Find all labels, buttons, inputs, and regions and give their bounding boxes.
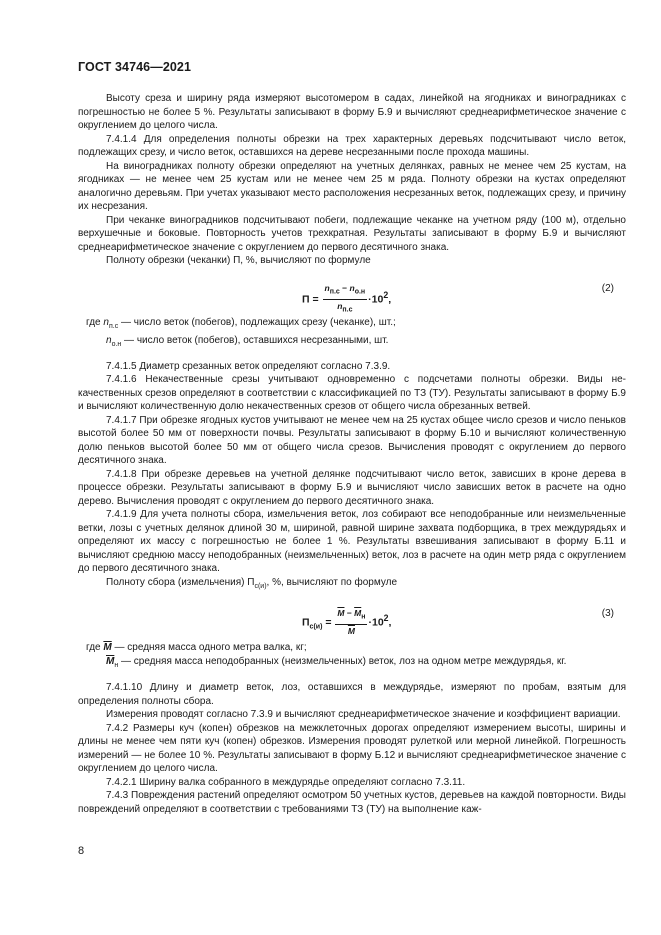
formula-3-expression: $П_{с(и)}$ = $\frac{\overline{M} - \overline{M}_н}{M}$ $\cdot 10^2$, — [302, 607, 391, 639]
formula-2-legend — [78, 316, 626, 352]
legend-item: где $n_{п.с}$ — число веток (побегов), подлежащих срезу (чеканке), шт.; — [86, 316, 396, 330]
paragraph: 7.4.2.1 Ширину валка собранного в междурядье определяют согласно 7.3.11. — [106, 776, 466, 788]
paragraph: 7.4.1.6 Некачественные срезы учитывают одновременно с подсчетами полноты обрезки. Виды некачественных срезов определяют в соответствии с классификацией по ТЗ (ТУ). Результаты записывают в форму Б.9 и вычисляют количественную долю некачественных срезов от общего числа обрезанных ветвей. — [78, 374, 626, 412]
document-header: ГОСТ 34746—2021 — [78, 60, 192, 74]
paragraph: 7.4.2 Размеры куч (копен) обрезков на межклеточных дорогах определяют измерением высоты, ширины и длины не менее чем пяти куч (копен) обрезков. Измерения проводят рулеткой или мерной линейкой. Погрешность измерений — не более 10 %. Результаты записывают в форму Б.12 и вычисляют среднеарифметическое значение с округлением до целого числа. — [78, 722, 626, 774]
formula-3-fraction: $\frac{\overline{M} - \overline{M}_н}{M}$ — [337, 608, 366, 637]
paragraph: 7.4.1.8 При обрезке деревьев на учетной делянке подсчитывают число веток, зависших в кроне дерева в процессе обрезки. Результаты записывают в форму Б.9 и вычисляют число зависших веток в расчете на одно дерево. Вычисления проводят с округлением до первого десятичного знака. — [78, 468, 626, 507]
formula-3 — [78, 601, 626, 637]
paragraph: 7.4.1.9 Для учета полноты сбора, измельчения веток, лоз собирают все неподобранные или неизмельченные ветки, лозы с учетных делянок длиной 30 м, шириной, равной ширине захвата подборщика, в трех междурядьях и определяют их массу с погрешностью не более 1 %. Результаты взвешивания записывают в форму Б.11 и вычисляют среднюю массу неподобранных (неизмельченных) веток, лоз в расчете на один метр ряда с округлением до первого десятичного знака. — [78, 509, 626, 574]
paragraph: 7.4.1.4 Для определения полноты обрезки на трех характерных деревьях подсчитывают число веток, подлежащих срезу, и число веток, оставшихся на дереве несрезанными после прохода машины. — [78, 133, 626, 158]
paragraph: На виноградниках полноту обрезки определяют на учетных делянках, равных не менее чем 25 кустам, на ягодниках — не менее чем 25 кустам или не менее чем 25 м ряда. Полноту обрезки на кустах определяют аналогично деревьям. При учетах указывают место расположения несрезанных веток, подлежащих срезу, и причину их несрезания. — [78, 160, 626, 212]
formula-3-intro: Полноту сбора (измельчения) $П_{с(и)}$, %, вычисляют по формуле — [106, 576, 398, 590]
page-number: 8 — [78, 845, 85, 857]
paragraph: Полноту обрезки (чеканки) П, %, вычисляют по формуле — [106, 255, 371, 266]
paragraph: 7.4.1.7 При обрезке ягодных кустов учитывают не менее чем на 25 кустах общее число срезов и число пеньков высотой более 50 мм от поверхности почвы. Результаты записывают в форму Б.10 и вычисляют количественную долю пеньков высотой более 50 мм от общего числа срезов. Вычисления проводят с округлением до первого десятичного знака. — [78, 414, 626, 466]
equation-number: (3) — [601, 608, 614, 619]
equation-number: (2) — [601, 282, 614, 294]
legend-item: $\overline{M}_н$ — средняя масса неподобранных (неизмельченных) веток, лоз на одном метре междурядья, кг. — [106, 656, 567, 669]
paragraph: Измерения проводят согласно 7.3.9 и вычисляют среднеарифметическое значение и коэффициент вариации. — [106, 709, 621, 720]
paragraph: 7.4.1.10 Длину и диаметр веток, лоз, оставшихся в междурядье, измеряют по пробам, взятым для определения полноты сбора. — [78, 682, 626, 707]
legend-item: где $\overline{M}$ — средняя масса одного метра валка, кг; — [86, 642, 307, 653]
formula-2-fraction: $\frac{n_{п.с} - n_{о.н}}{n_{п.с}}$ — [324, 282, 366, 314]
legend-item: $n_{о.н}$ — число веток (побегов), оставшихся несрезанными, шт. — [106, 334, 389, 348]
paragraph: Высоту среза и ширину ряда измеряют высотомером в садах, линейкой на ягодниках и виноградниках с погрешностью не более 5 %. Результаты записывают в форму Б.9 и вычисляют среднеарифметическое значение с округлением до целого числа. — [78, 93, 626, 131]
formula-3-legend — [78, 641, 626, 673]
paragraph: 7.4.3 Повреждения растений определяют осмотром 50 учетных кустов, деревьев на каждой повторности. Виды повреждений определяют в соответствии с требованиями ТЗ (ТУ) на выполнение каж- — [78, 790, 626, 815]
paragraph: При чеканке виноградников подсчитывают побеги, подлежащие чеканке на учетном ряду (100 м), отдельно верхушечные и боковые. Повторность учетов трехкратная. Результаты записывают в форму Б.9 и вычисляют среднеарифметическое значение с округлением до первого десятичного знака. — [78, 214, 626, 253]
document-body — [78, 92, 626, 816]
paragraph: 7.4.1.5 Диаметр срезанных веток определяют согласно 7.3.9. — [106, 360, 391, 372]
formula-2 — [78, 276, 626, 314]
formula-2-expression: П = $\frac{n_{п.с} - n_{о.н}}{n_{п.с}}$ $\cdot 10^2$, — [302, 282, 391, 317]
